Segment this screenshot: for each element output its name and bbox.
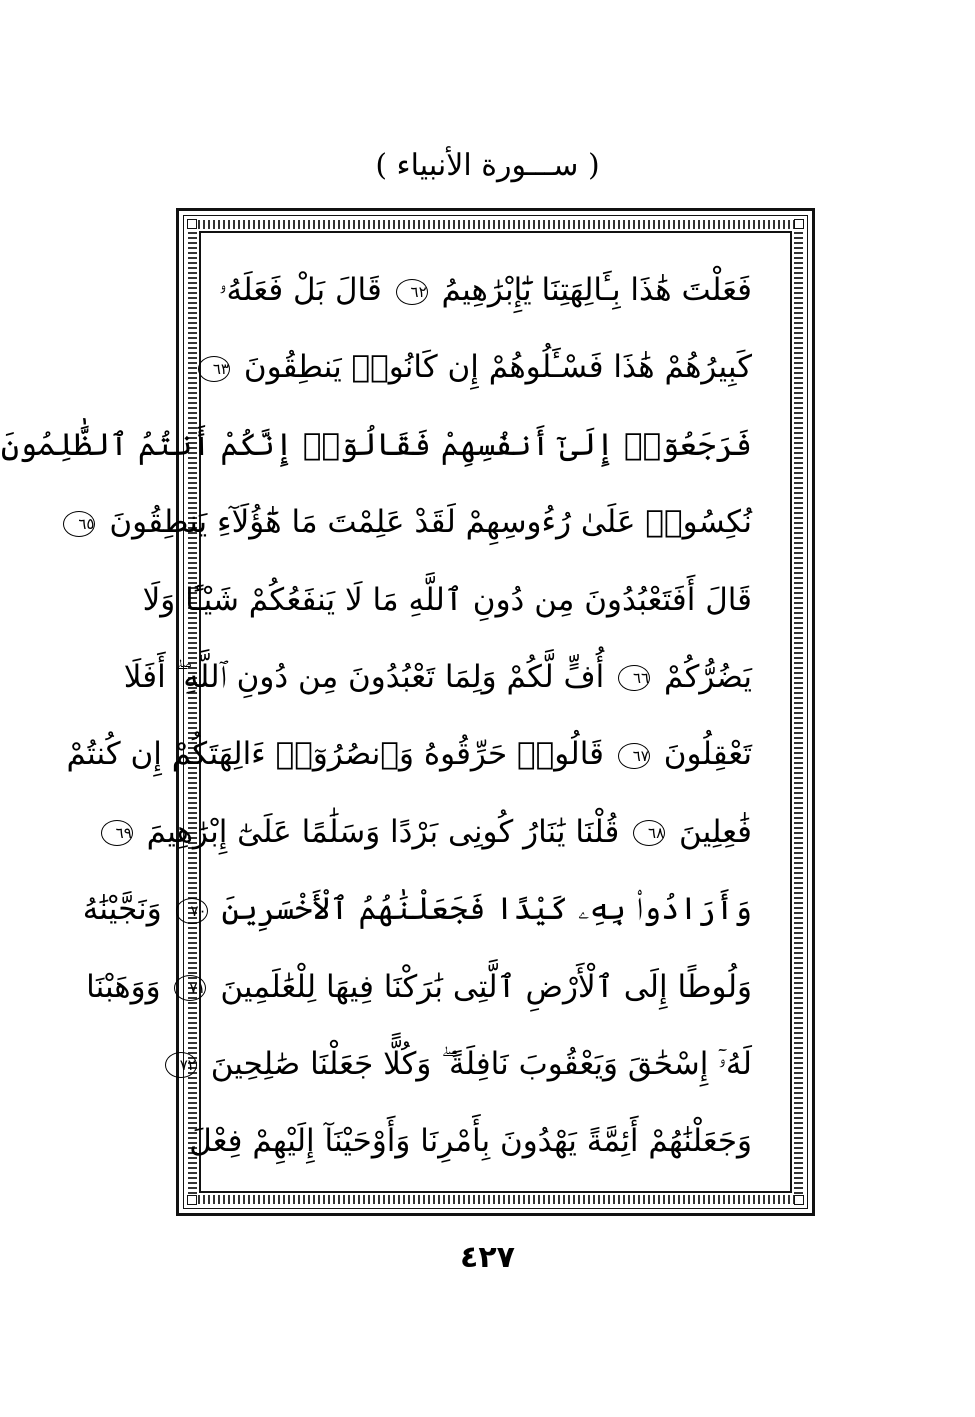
verse-text: يَضُرُّكُمْ [663,658,752,695]
verse-line [86,949,752,1026]
verse-text: فَرَجَعُوٓا۟ إِلَىٰٓ أَنفُسِهِمْ فَقَالُوٓا۟ إِنَّكُمْ أَنتُمُ ٱلظَّٰلِمُونَ [0,426,752,463]
verse-text: لَهُۥٓ إِسْحَٰقَ وَيَعْقُوبَ نَافِلَةً ۖ وَكُلًّا جَعَلْنَا صَٰلِحِينَ [210,1045,752,1082]
ayah-number-marker: ٦٦ [618,665,650,691]
verse-text: وَلُوطًا إِلَى ٱلْأَرْضِ ٱلَّتِى بَٰرَكْنَا فِيهَا لِلْعَٰلَمِينَ [220,968,752,1005]
verse-line [123,639,752,716]
verse-text: قَالَ أَفَتَعْبُدُونَ مِن دُونِ ٱللَّهِ مَا لَا يَنفَعُكُمْ شَيْـًٔا وَلَا [142,581,752,618]
verse-line [66,716,752,793]
verse-line [189,1103,752,1180]
ayah-number-marker: ٧١ [174,975,206,1001]
ayah-number-marker: ٦٥ [63,511,95,537]
surah-header: ( ســـورة الأنبياء ) [375,148,600,183]
verse-line [218,252,752,329]
verse-line [115,794,752,871]
verse-text: قَالَ بَلْ فَعَلَهُۥ [218,272,382,308]
verse-text: كَبِيرُهُمْ هَٰذَا فَسْـَٔلُوهُمْ إِن كَانُوا۟ يَنطِقُونَ [243,349,752,386]
verse-text: وَوَهَبْنَا [86,968,161,1005]
frame-corner [794,1195,804,1205]
verse-text: أُفٍّ لَّكُمْ وَلِمَا تَعْبُدُونَ مِن دُونِ ٱللَّهِ ۖ أَفَلَا [123,658,605,695]
verse-line [0,407,752,484]
page-number: ٤٢٧ [460,1240,515,1275]
verse-line [82,871,752,948]
ayah-number-marker: ٦٩ [101,820,133,846]
ayah-number-marker: ٦٣ [198,356,230,382]
verse-text: وَجَعَلْنَٰهُمْ أَئِمَّةً يَهْدُونَ بِأَمْرِنَا وَأَوْحَيْنَآ إِلَيْهِمْ فِعْلَ [189,1123,752,1160]
verse-text: قُلْنَا يَٰنَارُ كُونِى بَرْدًا وَسَلَٰمًا عَلَىٰٓ إِبْرَٰهِيمَ [146,813,620,850]
frame-corner [794,219,804,229]
verse-text: قَالُوا۟ حَرِّقُوهُ وَٱنصُرُوٓا۟ ءَالِهَتَكُمْ إِن كُنتُمْ [66,736,604,773]
verse-line [142,562,752,639]
verse-line [78,484,752,561]
ayah-number-marker: ٦٧ [618,743,650,769]
verse-line [212,329,752,406]
frame-corner [187,1195,197,1205]
ayah-number-marker: ٦٢ [396,279,428,305]
ayah-number-marker: ٧٠ [176,898,208,924]
verse-line [179,1026,752,1103]
verse-text: نُكِسُوا۟ عَلَىٰ رُءُوسِهِمْ لَقَدْ عَلِمْتَ مَا هَٰٓؤُلَآءِ يَنطِقُونَ [109,504,752,541]
verse-text: تَعْقِلُونَ [663,736,752,773]
verse-text-area [0,252,752,1181]
verse-text: فَعَلْتَ هَٰذَا بِـَٔالِهَتِنَا يَٰٓإِبْرَٰهِيمُ [441,272,752,308]
verse-text: فَٰعِلِينَ [679,813,752,850]
verse-text: وَأَرَادُوا۟ بِهِۦ كَيْدًا فَجَعَلْنَٰهُمُ ٱلْأَخْسَرِينَ [221,891,752,928]
frame-corner [187,219,197,229]
ayah-number-marker: ٦٨ [633,820,665,846]
ayah-number-marker: ٧٢ [165,1052,197,1078]
verse-text: وَنَجَّيْنَٰهُ [82,891,162,928]
